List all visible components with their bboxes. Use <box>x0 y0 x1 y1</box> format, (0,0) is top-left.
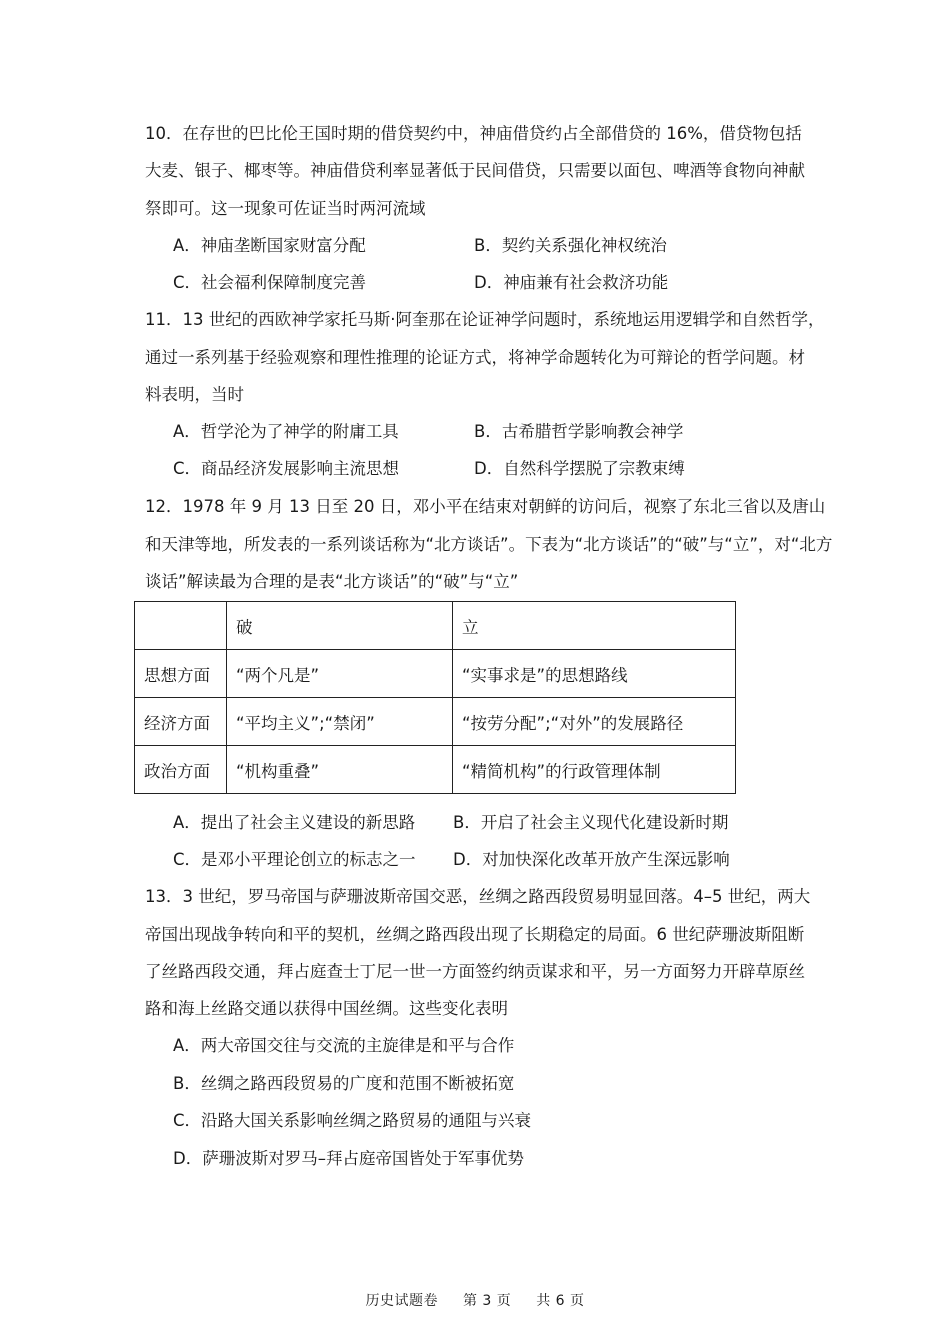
table-cell: “平均主义”;“禁闭” <box>227 698 453 746</box>
table-cell: “按劳分配”;“对外”的发展路径 <box>453 698 736 746</box>
q10-option-b[interactable]: B．契约关系强化神权统治 <box>474 236 667 255</box>
question-10-line-3: 祭即可。这一现象可佐证当时两河流域 <box>145 199 426 218</box>
table-cell: “实事求是”的思想路线 <box>453 650 736 698</box>
question-12-line-2: 和天津等地，所发表的一系列谈话称为“北方谈话”。下表为“北方谈话”的“破”与“立”，对“北方 <box>145 535 833 554</box>
q13-option-b[interactable]: B．丝绸之路西段贸易的广度和范围不断被拓宽 <box>173 1074 515 1093</box>
table-header-cell: 破 <box>227 602 453 650</box>
q11-option-b[interactable]: B．古希腊哲学影响教会神学 <box>474 422 684 441</box>
table-cell: 政治方面 <box>135 746 227 794</box>
table-row <box>135 650 736 698</box>
question-13-line-2: 帝国出现战争转向和平的契机，丝绸之路西段出现了长期稳定的局面。6 世纪萨珊波斯阻断 <box>145 925 805 944</box>
q11-option-d[interactable]: D．自然科学摆脱了宗教束缚 <box>474 459 685 478</box>
table-row <box>135 746 736 794</box>
table-cell: 思想方面 <box>135 650 227 698</box>
question-11-line-2: 通过一系列基于经验观察和理性推理的论证方式，将神学命题转化为可辩论的哲学问题。材 <box>145 348 805 367</box>
page-footer <box>0 1290 950 1310</box>
table-cell: 经济方面 <box>135 698 227 746</box>
q11-option-c[interactable]: C．商品经济发展影响主流思想 <box>173 459 400 478</box>
q12-option-b[interactable]: B．开启了社会主义现代化建设新时期 <box>453 813 729 832</box>
table-row <box>135 698 736 746</box>
footer-page-number: 第 3 页 <box>462 1293 512 1309</box>
table-header-row <box>135 602 736 650</box>
question-13-line-4: 路和海上丝路交通以获得中国丝绸。这些变化表明 <box>145 999 508 1018</box>
question-11-line-1: 11．13 世纪的西欧神学家托马斯·阿奎那在论证神学问题时，系统地运用逻辑学和自然哲学， <box>145 310 825 329</box>
q10-option-a[interactable]: A．神庙垄断国家财富分配 <box>173 236 366 255</box>
q13-option-a[interactable]: A．两大帝国交往与交流的主旋律是和平与合作 <box>173 1036 515 1055</box>
q12-option-d[interactable]: D．对加快深化改革开放产生深远影响 <box>453 850 730 869</box>
q10-option-d[interactable]: D．神庙兼有社会救济功能 <box>474 273 669 292</box>
question-10-line-2: 大麦、银子、椰枣等。神庙借贷利率显著低于民间借贷，只需要以面包、啤酒等食物向神献 <box>145 161 805 180</box>
table-cell: “两个凡是” <box>227 650 453 698</box>
footer-total-pages: 共 6 页 <box>536 1293 585 1309</box>
table-cell: “机构重叠” <box>227 746 453 794</box>
question-13-line-1: 13．3 世纪，罗马帝国与萨珊波斯帝国交恶，丝绸之路西段贸易明显回落。4–5 世纪，两大 <box>145 887 811 906</box>
q13-option-d[interactable]: D．萨珊波斯对罗马–拜占庭帝国皆处于军事优势 <box>173 1149 524 1168</box>
question-12-line-1: 12．1978 年 9 月 13 日至 20 日，邓小平在结束对朝鲜的访问后，视察了东北三省以及唐山 <box>145 497 826 516</box>
q10-option-c[interactable]: C．社会福利保障制度完善 <box>173 273 367 292</box>
q12-option-a[interactable]: A．提出了社会主义建设的新思路 <box>173 813 416 832</box>
q12-option-c[interactable]: C．是邓小平理论创立的标志之一 <box>173 850 416 869</box>
question-11-line-3: 料表明，当时 <box>145 385 244 404</box>
table-cell: “精简机构”的行政管理体制 <box>453 746 736 794</box>
q13-option-c[interactable]: C．沿路大国关系影响丝绸之路贸易的通阻与兴衰 <box>173 1111 532 1130</box>
question-13-line-3: 了丝路西段交通，拜占庭查士丁尼一世一方面签约纳贡谋求和平，另一方面努力开辟草原丝 <box>145 962 805 981</box>
q11-option-a[interactable]: A．哲学沦为了神学的附庸工具 <box>173 422 399 441</box>
table-header-cell: 立 <box>453 602 736 650</box>
question-10-line-1: 10．在存世的巴比伦王国时期的借贷契约中，神庙借贷约占全部借贷的 16%，借贷物包括 <box>145 124 802 143</box>
table-header-cell <box>135 602 227 650</box>
comparison-table <box>134 601 736 794</box>
question-12-line-3: 谈话”解读最为合理的是表“北方谈话”的“破”与“立” <box>145 572 519 591</box>
footer-subject: 历史试题卷 <box>365 1293 438 1309</box>
